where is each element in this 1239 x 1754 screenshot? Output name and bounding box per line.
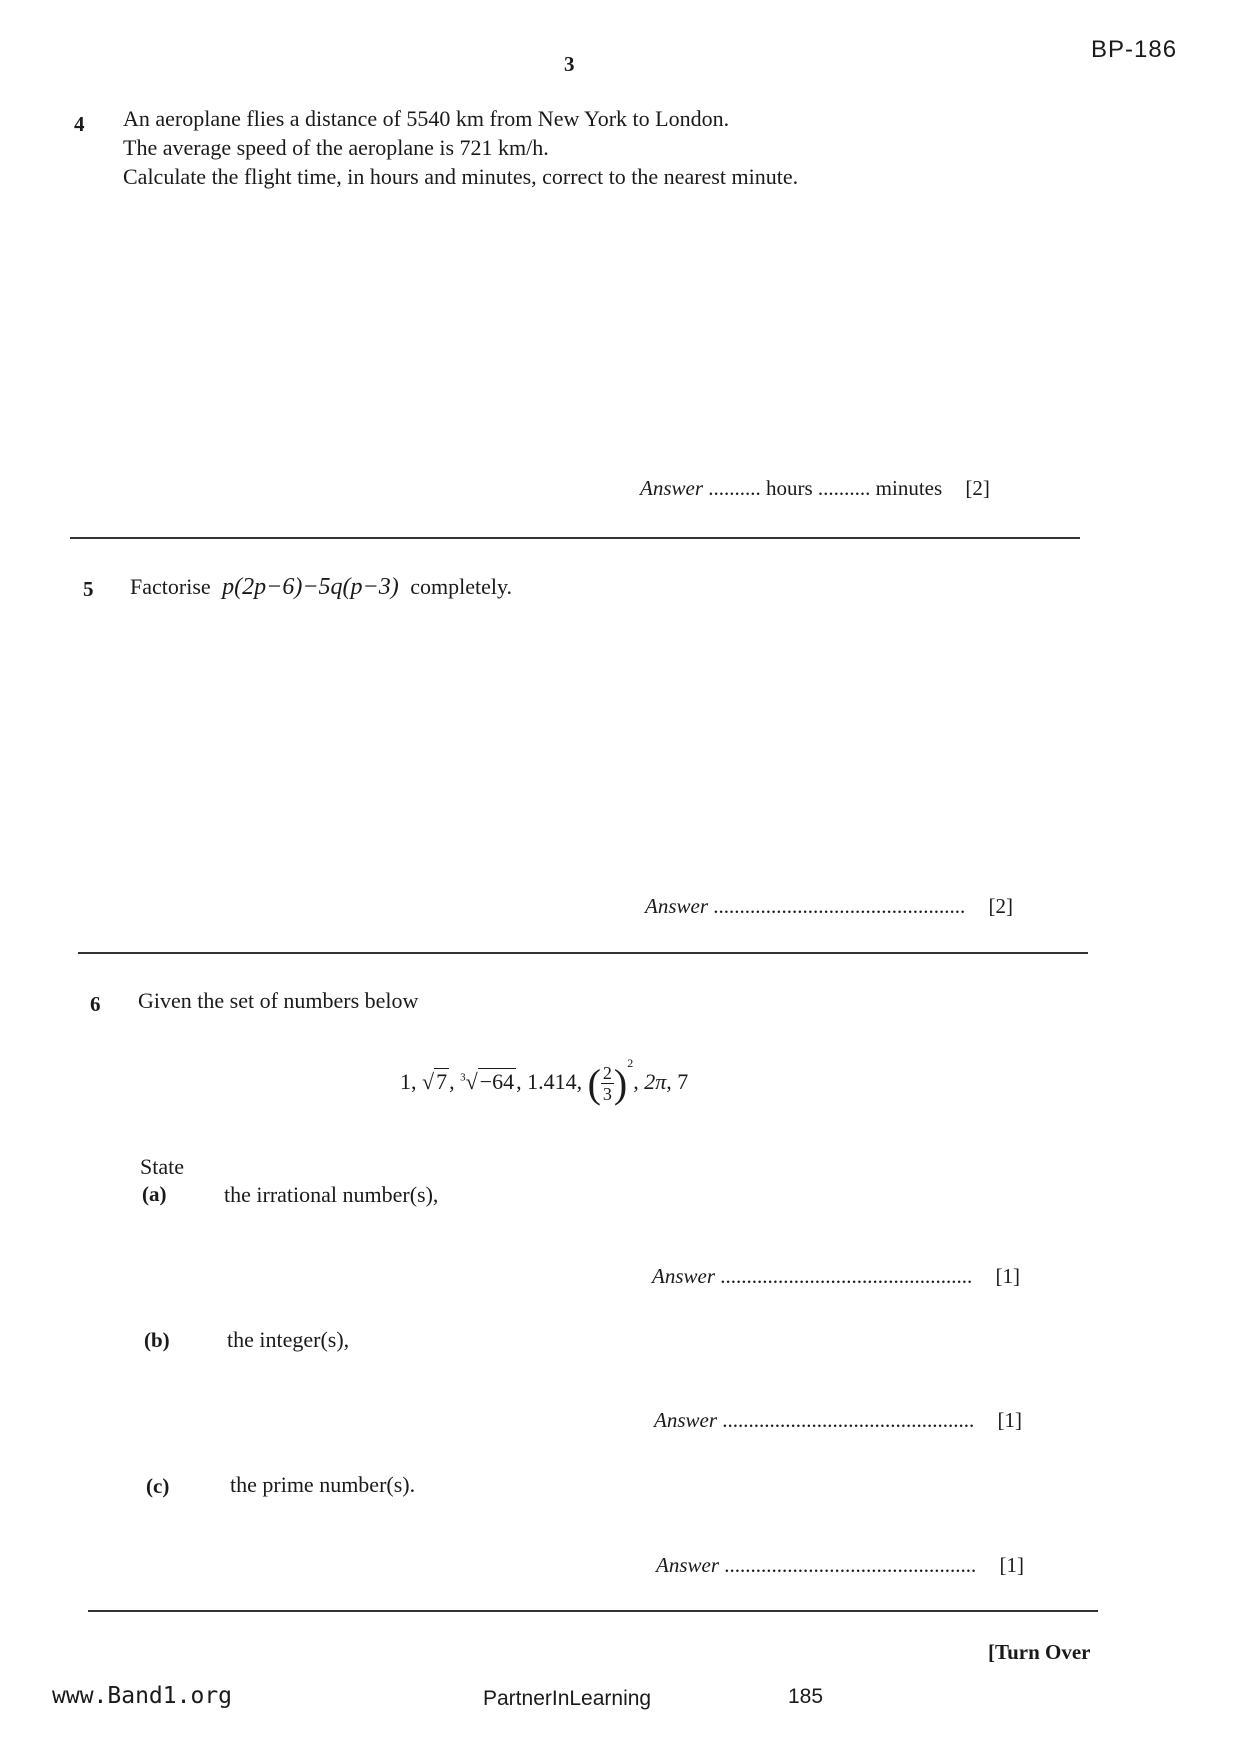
cube-root-minus-64: $^3$√−64 bbox=[460, 1069, 515, 1094]
answer-label: Answer bbox=[645, 894, 708, 918]
answer-line[interactable] bbox=[654, 1408, 1022, 1433]
question-suffix: completely. bbox=[410, 574, 513, 599]
answer-dots: ................................................ bbox=[722, 1408, 975, 1432]
answer-dots: ................................................ bbox=[713, 894, 966, 918]
marks: [1] bbox=[995, 1264, 1020, 1288]
root-index: 3 bbox=[460, 1071, 466, 1084]
set-item: 1.414, bbox=[527, 1069, 583, 1094]
answer-dots: ................................................ bbox=[724, 1553, 977, 1577]
state-label: State bbox=[140, 1154, 184, 1179]
question-prefix: Factorise bbox=[130, 574, 211, 599]
question-text bbox=[130, 572, 512, 602]
sqrt-7: √7 bbox=[422, 1069, 448, 1094]
denominator: 3 bbox=[602, 1084, 612, 1105]
answer-line[interactable] bbox=[645, 894, 1013, 919]
page-number: 3 bbox=[564, 52, 575, 76]
numerator: 2 bbox=[602, 1063, 612, 1084]
divider bbox=[88, 1610, 1098, 1612]
number-set: 1, √7, $^3$√−64, 1.414, ( $\frac{2}{3}$ )$^2$, 2π, 7 bbox=[400, 1056, 689, 1106]
answer-dots: .......... bbox=[817, 476, 871, 500]
answer-line[interactable] bbox=[656, 1553, 1024, 1578]
set-item: 1, bbox=[400, 1069, 417, 1094]
radicand: −64 bbox=[479, 1069, 515, 1094]
divider bbox=[70, 537, 1080, 539]
answer-label: Answer bbox=[640, 476, 703, 500]
radicand: 7 bbox=[436, 1069, 448, 1094]
answer-label: Answer bbox=[652, 1264, 715, 1288]
part-label: (a) bbox=[142, 1182, 167, 1206]
answer-dots: .......... bbox=[708, 476, 761, 500]
answer-dots: ................................................ bbox=[720, 1264, 973, 1288]
fraction-power: ( $\frac{2}{3}$ )$^2$ bbox=[587, 1056, 634, 1106]
question-text-line: Calculate the flight time, in hours and minutes, correct to the nearest minute. bbox=[123, 164, 799, 189]
part-text: the prime number(s). bbox=[230, 1472, 416, 1497]
turn-over-label: [Turn Over bbox=[988, 1640, 1091, 1664]
footer-page-number: 185 bbox=[788, 1685, 824, 1708]
marks: [1] bbox=[999, 1553, 1024, 1577]
question-number: 6 bbox=[90, 992, 101, 1016]
answer-line[interactable] bbox=[640, 476, 990, 501]
answer-line[interactable] bbox=[652, 1264, 1020, 1289]
part-text: the integer(s), bbox=[227, 1327, 350, 1352]
two-pi: 2π bbox=[644, 1069, 667, 1094]
part-label: (c) bbox=[146, 1474, 170, 1498]
part-label: (b) bbox=[144, 1328, 170, 1352]
part-text: the irrational number(s), bbox=[224, 1182, 439, 1207]
math-expression: p(2p−6)−5q(p−3) bbox=[222, 574, 399, 600]
question-text-line: An aeroplane flies a distance of 5540 km from New York to London. bbox=[123, 106, 730, 131]
partner-label: PartnerInLearning bbox=[483, 1687, 652, 1710]
website-link[interactable]: www.Band1.org bbox=[52, 1683, 233, 1709]
exponent: 2 bbox=[627, 1056, 634, 1070]
divider bbox=[78, 952, 1088, 954]
hours-label: hours bbox=[766, 476, 813, 500]
question-text: Given the set of numbers below bbox=[138, 988, 419, 1013]
minutes-label: minutes bbox=[875, 476, 943, 500]
marks: [2] bbox=[988, 894, 1013, 918]
marks: [2] bbox=[965, 476, 990, 500]
set-item: 7 bbox=[677, 1069, 689, 1094]
question-number: 5 bbox=[83, 577, 94, 601]
marks: [1] bbox=[997, 1408, 1022, 1432]
paper-code: BP-186 bbox=[1091, 36, 1178, 63]
answer-label: Answer bbox=[654, 1408, 717, 1432]
question-text-line: The average speed of the aeroplane is 721 km/h. bbox=[123, 135, 549, 160]
answer-label: Answer bbox=[656, 1553, 719, 1577]
question-number: 4 bbox=[74, 112, 85, 136]
